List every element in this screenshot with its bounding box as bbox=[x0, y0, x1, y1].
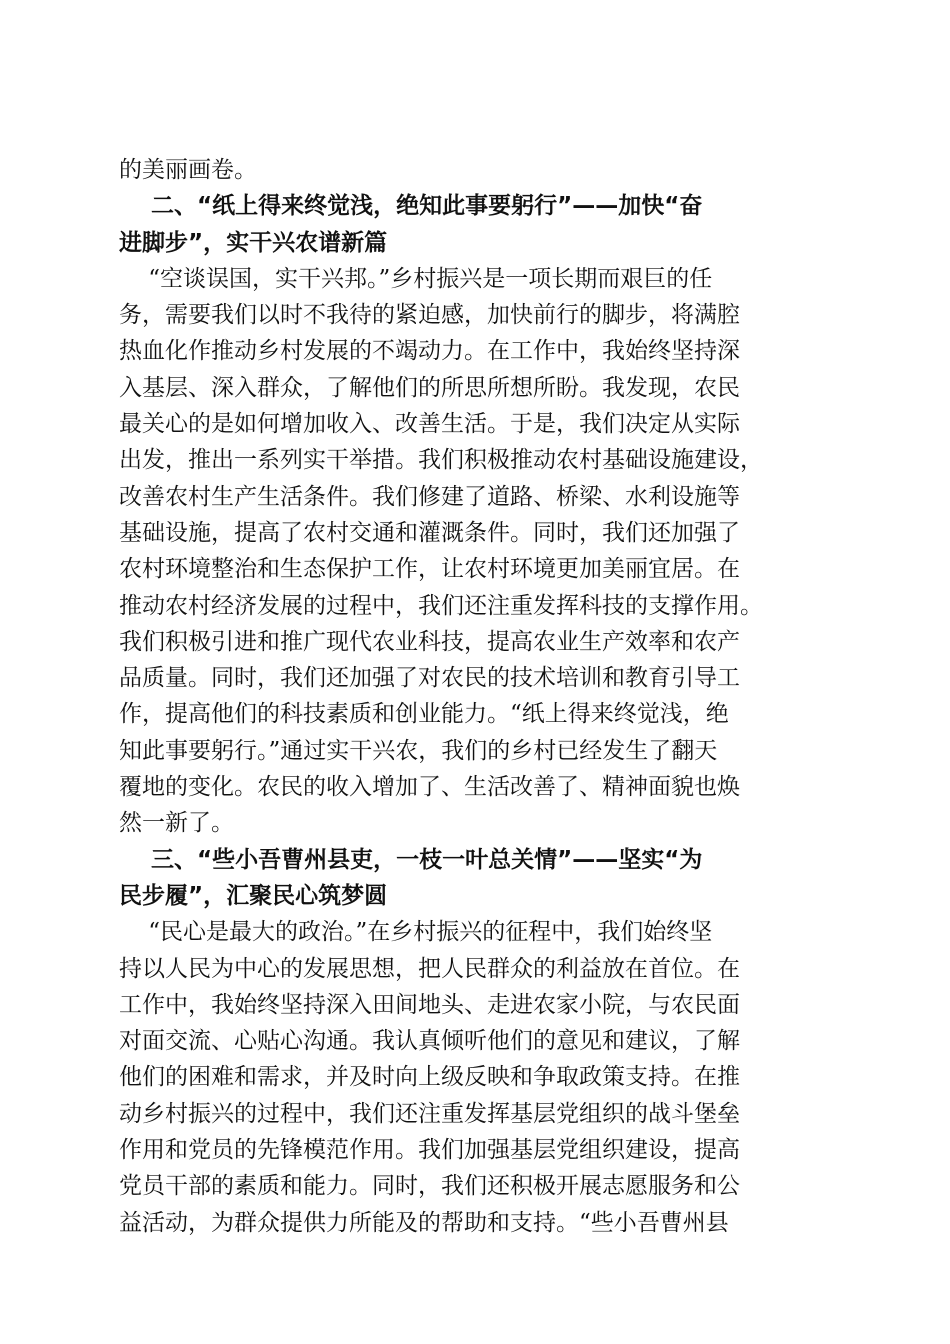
paragraph-continuation bbox=[119, 152, 835, 188]
text-line: 我们积极引进和推广现代农业科技，提高农业生产效率和农产 bbox=[119, 628, 740, 655]
text-line: 党员干部的素质和能力。同时，我们还积极开展志愿服务和公 bbox=[119, 1173, 740, 1200]
text-line: 益活动，为群众提供力所能及的帮助和支持。“些小吾曹州县 bbox=[119, 1209, 729, 1236]
text-line: 知此事要躬行。”通过实干兴农，我们的乡村已经发生了翻天 bbox=[119, 737, 718, 764]
text-line: “民心是最大的政治。”在乡村振兴的征程中，我们始终坚 bbox=[119, 919, 713, 946]
text-line: 对面交流、心贴心沟通。我认真倾听他们的意见和建议，了解 bbox=[119, 1028, 740, 1055]
section-2-paragraph bbox=[119, 261, 835, 842]
text-line: 改善农村生产生活条件。我们修建了道路、桥梁、水利设施等 bbox=[119, 483, 740, 510]
text-line: 然一新了。 bbox=[119, 810, 234, 837]
document-body bbox=[119, 152, 835, 1241]
text-line: 农村环境整治和生态保护工作，让农村环境更加美丽宜居。在 bbox=[119, 556, 740, 583]
text-line: 覆地的变化。农民的收入增加了、生活改善了、精神面貌也焕 bbox=[119, 774, 740, 801]
text-line: 入基层、深入群众，了解他们的所思所想所盼。我发现，农民 bbox=[119, 374, 740, 401]
heading-line: 进脚步”，实干兴农谱新篇 bbox=[119, 229, 388, 256]
text-line: 最关心的是如何增加收入、改善生活。于是，我们决定从实际 bbox=[119, 411, 740, 438]
text-line: 持以人民为中心的发展思想，把人民群众的利益放在首位。在 bbox=[119, 955, 740, 982]
text-line: 基础设施，提高了农村交通和灌溉条件。同时，我们还加强了 bbox=[119, 519, 740, 546]
text-line: 作用和党员的先锋模范作用。我们加强基层党组织建设，提高 bbox=[119, 1137, 740, 1164]
text-line: 品质量。同时，我们还加强了对农民的技术培训和教育引导工 bbox=[119, 665, 740, 692]
text-line: 热血化作推动乡村发展的不竭动力。在工作中，我始终坚持深 bbox=[119, 338, 740, 365]
text-line: 动乡村振兴的过程中，我们还注重发挥基层党组织的战斗堡垒 bbox=[119, 1100, 740, 1127]
text-line: “空谈误国，实干兴邦。”乡村振兴是一项长期而艰巨的任 bbox=[119, 265, 713, 292]
heading-line: 二、“纸上得来终觉浅，绝知此事要躬行”——加快“奋 bbox=[119, 193, 703, 220]
text-line: 务，需要我们以时不我待的紧迫感，加快前行的脚步，将满腔 bbox=[119, 302, 740, 329]
heading-line: 民步履”，汇聚民心筑梦圆 bbox=[119, 882, 388, 909]
text-line: 工作中，我始终坚持深入田间地头、走进农家小院，与农民面 bbox=[119, 991, 740, 1018]
text-line: 他们的困难和需求，并及时向上级反映和争取政策支持。在推 bbox=[119, 1064, 740, 1091]
heading-line: 三、“些小吾曹州县吏，一枝一叶总关情”——坚实“为 bbox=[119, 846, 703, 873]
text-line: 的美丽画卷。 bbox=[119, 157, 257, 183]
section-heading-3 bbox=[119, 842, 835, 915]
section-heading-2 bbox=[119, 188, 835, 261]
text-line: 推动农村经济发展的过程中，我们还注重发挥科技的支撑作用。 bbox=[119, 592, 763, 619]
text-line: 作，提高他们的科技素质和创业能力。“纸上得来终觉浅，绝 bbox=[119, 701, 729, 728]
section-3-paragraph bbox=[119, 914, 835, 1241]
text-line: 出发，推出一系列实干举措。我们积极推动农村基础设施建设， bbox=[119, 447, 763, 474]
